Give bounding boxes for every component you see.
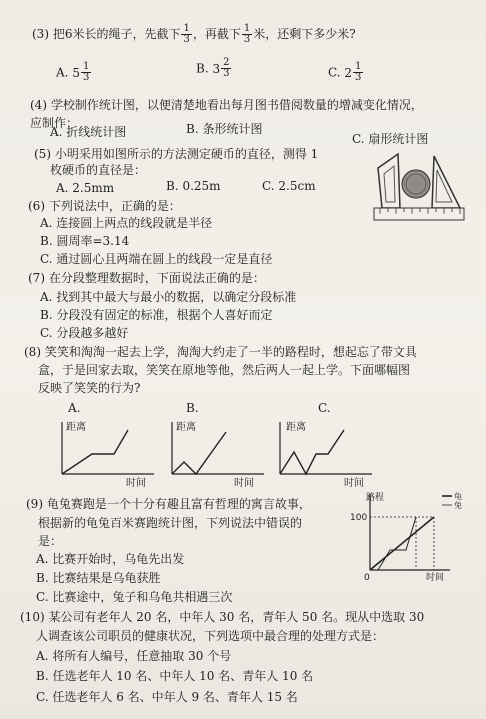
y-axis-label: 距离 bbox=[286, 422, 306, 433]
x-axis-label: 时间 bbox=[426, 573, 445, 582]
question-9-line1: (9) 龟兔赛跑是一个十分有趣且富有哲理的寓言故事， bbox=[26, 497, 311, 511]
x-axis-label: 时间 bbox=[344, 478, 364, 489]
q6-option-a[interactable]: A. 连接圆上两点的线段就是半径 bbox=[40, 216, 213, 230]
q5-option-b[interactable]: B. 0.25m bbox=[166, 179, 221, 193]
q3-option-b[interactable]: B. 3 $\frac{2}{3}$ bbox=[196, 57, 230, 79]
graph-c-line bbox=[280, 430, 344, 474]
question-4-line2: 应制作： bbox=[30, 116, 79, 130]
q8-option-a-label[interactable]: A. bbox=[68, 401, 81, 415]
q7-option-b[interactable]: B. 分段没有固定的标准，根据个人喜好而定 bbox=[40, 308, 273, 322]
q8-option-b-label[interactable]: B. bbox=[186, 401, 199, 415]
q8-graph-b[interactable] bbox=[164, 418, 274, 490]
coin-measurement-illustration bbox=[372, 150, 468, 224]
q10-option-a[interactable]: A. 将所有人编号，任意抽取 30 个号 bbox=[36, 649, 232, 663]
q4-option-a[interactable]: A. 折线统计图 bbox=[50, 125, 127, 139]
legend-hare: 兔 bbox=[454, 501, 462, 510]
q8-graph-a[interactable] bbox=[54, 418, 164, 490]
q6-option-b[interactable]: B. 圆周率=3.14 bbox=[40, 234, 130, 248]
q4-option-b[interactable]: B. 条形统计图 bbox=[186, 122, 263, 136]
question-7-stem: (7) 在分段整理数据时，下面说法正确的是： bbox=[28, 271, 265, 285]
q9-option-a[interactable]: A. 比赛开始时，乌龟先出发 bbox=[36, 552, 185, 566]
question-4-line1: (4) 学校制作统计图，以便清楚地看出每月图书借阅数量的增减变化情况， bbox=[30, 98, 423, 112]
question-5-line2: 枚硬币的直径是： bbox=[50, 163, 147, 177]
question-8-line1: (8) 笑笑和淘淘一起去上学，淘淘大约走了一半的路程时，想起忘了带文具 bbox=[24, 345, 417, 359]
x-axis-label: 时间 bbox=[234, 478, 254, 489]
question-10-line2: 人调查该公司职员的健康状况，下列选项中最合理的处理方式是： bbox=[36, 629, 385, 643]
graph-a-line bbox=[62, 430, 128, 474]
question-6-stem: (6) 下列说法中，正确的是： bbox=[28, 199, 181, 213]
q5-option-c[interactable]: C. 2.5cm bbox=[262, 179, 316, 193]
question-5-line1: (5) 小明采用如图所示的方法测定硬币的直径，测得 1 bbox=[34, 147, 319, 161]
q8-graph-c[interactable] bbox=[272, 418, 382, 490]
fraction: $\frac{1}{3}$ bbox=[243, 23, 251, 45]
question-8-line2: 盒，于是回家去取，笑笑在原地等他，然后两人一起上学。下面哪幅图 bbox=[38, 363, 411, 377]
y-axis-label: 路程 bbox=[366, 493, 385, 503]
q7-option-c[interactable]: C. 分段越多越好 bbox=[40, 326, 129, 340]
q4-option-c[interactable]: C. 扇形统计图 bbox=[352, 132, 429, 146]
origin-label: 0 bbox=[364, 573, 370, 582]
q10-option-b[interactable]: B. 任选老年人 10 名、中年人 10 名、青年人 10 名 bbox=[36, 669, 314, 683]
ruler bbox=[374, 208, 464, 220]
question-10-line1: (10) 某公司有老年人 20 名，中年人 30 名，青年人 50 名。现从中选取 30 bbox=[20, 610, 425, 624]
question-3-stem: (3) 把6米长的绳子，先截下 $\frac{1}{3}$ ，再截下 $\frac{1}{3}$ 米，还剩下多少米? bbox=[32, 23, 356, 45]
q9-race-chart bbox=[348, 490, 466, 582]
fraction: $\frac{1}{3}$ bbox=[183, 23, 190, 45]
y-axis-label: 距离 bbox=[66, 422, 86, 433]
q10-option-c[interactable]: C. 任选老年人 6 名、中年人 9 名、青年人 15 名 bbox=[36, 690, 298, 704]
q5-option-a[interactable]: A. 2.5mm bbox=[56, 181, 115, 195]
y-axis-label: 距离 bbox=[176, 422, 196, 433]
q8-option-c-label[interactable]: C. bbox=[318, 401, 331, 415]
q9-option-c[interactable]: C. 比赛途中，兔子和乌龟共相遇三次 bbox=[36, 590, 233, 604]
q7-option-a[interactable]: A. 找到其中最大与最小的数据，以确定分段标准 bbox=[40, 290, 297, 304]
triangle-ruler-left bbox=[378, 154, 400, 208]
q6-option-c[interactable]: C. 通过圆心且两端在圆上的线段一定是直径 bbox=[40, 252, 273, 266]
question-9-line3: 是： bbox=[38, 534, 63, 548]
q3-option-c[interactable]: C. 2 $\frac{1}{3}$ bbox=[328, 61, 362, 83]
tortoise-line bbox=[370, 517, 434, 570]
q9-option-b[interactable]: B. 比赛结果是乌龟获胜 bbox=[36, 571, 161, 585]
question-9-line2: 根据新的龟兔百米赛跑统计图，下列说法中错误的 bbox=[38, 516, 303, 530]
hare-line bbox=[378, 517, 416, 570]
question-8-line3: 反映了笑笑的行为? bbox=[38, 381, 141, 395]
q3-option-a[interactable]: A. 5 $\frac{1}{3}$ bbox=[56, 61, 90, 83]
y-tick-100: 100 bbox=[350, 513, 368, 523]
legend-tortoise: 龟 bbox=[454, 492, 462, 501]
x-axis-label: 时间 bbox=[126, 478, 146, 489]
graph-b-line bbox=[172, 432, 226, 474]
